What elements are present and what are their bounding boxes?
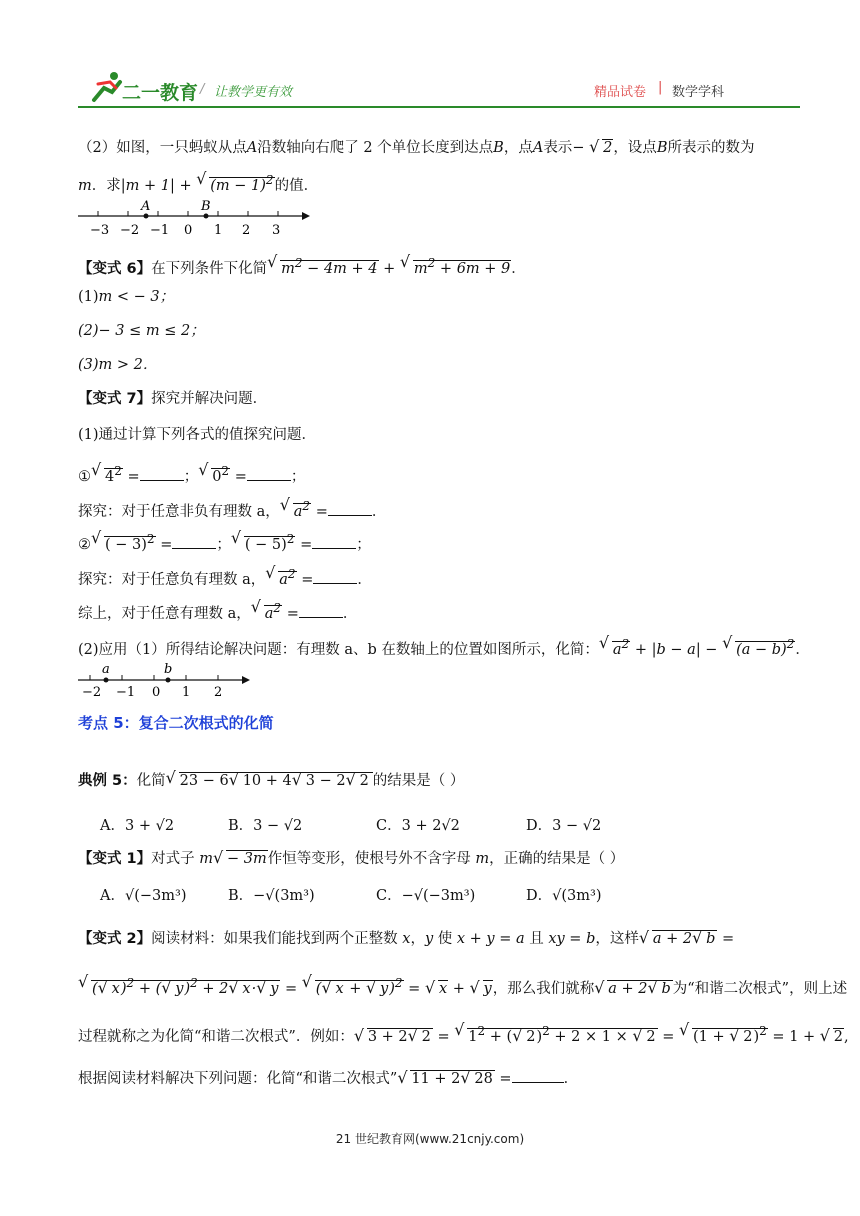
section-5-title: 考点 5：复合二次根式的化简 — [78, 714, 274, 732]
point-b-marker — [204, 214, 209, 219]
variant-7-explore-1: 探究：对于任意非负有理数 a，√ $a^2$ = ． — [78, 495, 800, 523]
problem-2-line-2: m．求|m + 1| + √ $(m - 1)^2$的值． — [78, 169, 800, 197]
variant-6-stem: 【变式 6】在下列条件下化简√ $m^2 - 4m + 4$ + √ $m^2 + 6m + 9$． — [78, 252, 800, 280]
example-5-stem: 典例 5：化简√ 23 − 6√ 10 + 4√ 3 − 2√ 2 的结果是（ ） — [78, 768, 800, 792]
nl2-tick-0: 0 — [152, 685, 161, 700]
option-a[interactable]: A．√(−3m³) — [100, 888, 187, 904]
variant-7-stem: 【变式 7】探究并解决问题． — [78, 391, 268, 407]
point-a-marker — [144, 214, 149, 219]
variant-6-case-3: (3)m > 2． — [78, 357, 158, 373]
nl2-tick--1: −1 — [116, 685, 136, 700]
variant-1-stem: 【变式 1】对式子 m√ − 3m作恒等变形，使根号外不含字母 m，正确的结果是（ ） — [78, 848, 800, 870]
point-b-label: b — [164, 662, 173, 677]
header-tag: 精品试卷 — [594, 85, 647, 100]
nl1-tick-0: 0 — [184, 223, 193, 238]
variant-7-row-1: ①√ $4^2$ = ；√ $0^2$ = ； — [78, 460, 800, 488]
header-subject: 数学学科 — [672, 85, 725, 100]
nl1-tick--3: −3 — [90, 223, 110, 238]
variant-6-case-2: (2)− 3 ≤ m ≤ 2； — [78, 323, 205, 339]
nl2-tick-2: 2 — [214, 685, 223, 700]
point-b-marker — [166, 678, 171, 683]
option-b[interactable]: B．−√(3m³) — [228, 888, 315, 904]
option-d[interactable]: D．√(3m³) — [526, 888, 602, 904]
option-c[interactable]: C．3 + 2√2 — [376, 818, 460, 834]
variant-2-line-4: 根据阅读材料解决下列问题：化简“和谐二次根式”√ 11 + 2√ 28 = ． — [78, 1068, 800, 1090]
number-line-2 — [76, 660, 256, 700]
brand-name: 二一教育 — [122, 82, 199, 104]
option-d[interactable]: D．3 − √2 — [526, 818, 602, 834]
number-line-1 — [76, 196, 316, 238]
variant-6-case-1: (1)m < − 3； — [78, 289, 175, 305]
brand-slogan: 让教学更有效 — [214, 85, 293, 100]
variant-7-row-2: ②√ ( − 3)$^2$ = ；√ ( − 5)$^2$ = ； — [78, 528, 800, 556]
variant-2-line-1: 【变式 2】阅读材料：如果我们能找到两个正整数 x，y 使 x + y = a 且 xy = b，这样√ a + 2√ b = — [78, 928, 800, 950]
variant-7-explore-2: 探究：对于任意负有理数 a，√ $a^2$ = ． — [78, 563, 800, 591]
option-a[interactable]: A．3 + √2 — [100, 818, 175, 834]
point-b-label: B — [201, 199, 211, 214]
header-rule — [78, 106, 800, 108]
point-a-label: a — [102, 662, 110, 677]
nl1-tick-1: 1 — [214, 223, 223, 238]
option-b[interactable]: B．3 − √2 — [228, 818, 303, 834]
variant-7-part-2: (2)应用（1）所得结论解决问题：有理数 a、b 在数轴上的位置如图所示，化简：√ $a^2 + |b - a|$ − √ $(a - b)^2$． — [78, 633, 810, 661]
variant-7-summary: 综上，对于任意有理数 a，√ $a^2$ = ． — [78, 597, 800, 625]
nl1-tick-3: 3 — [272, 223, 281, 238]
nl2-tick--2: −2 — [82, 685, 102, 700]
header-separator: | — [658, 80, 663, 95]
option-c[interactable]: C．−√(−3m³) — [376, 888, 476, 904]
point-a-marker — [104, 678, 109, 683]
variant-7-part-1: (1)通过计算下列各式的值探究问题． — [78, 427, 317, 443]
nl1-tick-2: 2 — [242, 223, 251, 238]
variant-2-line-2: √ (√ x)$^2$ + (√ y)$^2$ + 2√ x·√ y = √ (√ x + √ y)$^2$ = √ x + √ y，那么我们就称√ a + 2√ b 为“和谐二次根式”，则上述 — [78, 972, 800, 1000]
nl1-tick--1: −1 — [150, 223, 170, 238]
nl2-tick-1: 1 — [182, 685, 191, 700]
nl1-tick--2: −2 — [120, 223, 140, 238]
variant-2-line-3: 过程就称之为化简“和谐二次根式”．例如：√ 3 + 2√ 2 = √ $1^2$ + (√ 2)$^2$ + 2 × 1 × √ 2 = √ (1 + √ 2)$^2$ = 1 + √ 2, — [78, 1020, 800, 1048]
problem-2-line-1: （2）如图，一只蚂蚁从点A沿数轴向右爬了 2 个单位长度到达点B，点A表示− √ 2，设点B所表示的数为 — [78, 137, 800, 159]
point-a-label: A — [141, 199, 151, 214]
page-footer: 21 世纪教育网(www.21cnjy.com) — [335, 1132, 525, 1146]
